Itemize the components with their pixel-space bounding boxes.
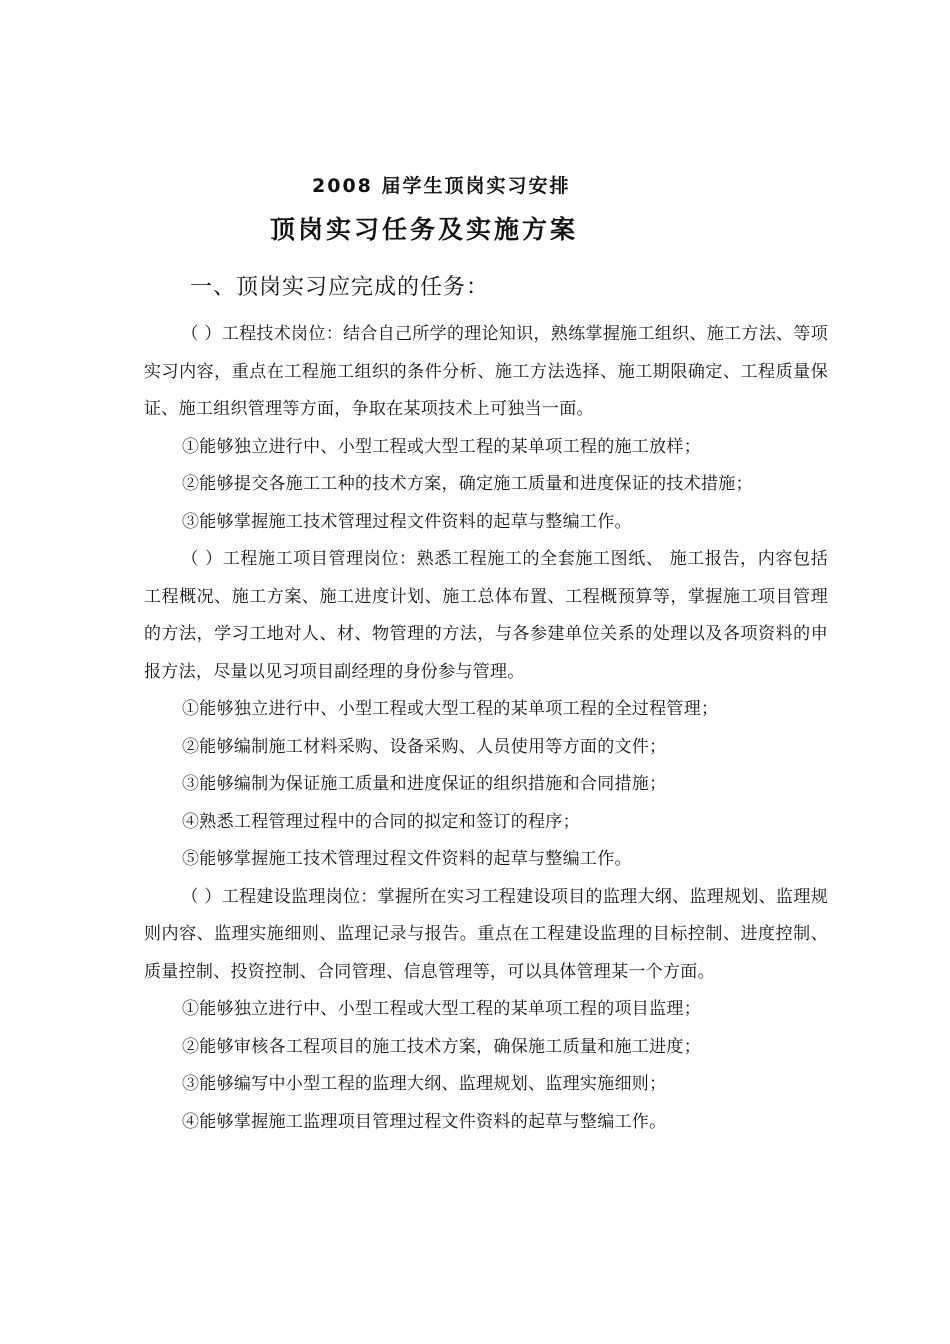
list-item: ③能够编制为保证施工质量和进度保证的组织措施和合同措施； — [182, 774, 667, 794]
paragraph-construction-supervision — [144, 879, 828, 992]
section-heading: 一、顶岗实习应完成的任务： — [190, 275, 490, 300]
list-item: ④熟悉工程管理过程中的合同的拟定和签订的程序； — [182, 811, 580, 832]
list-item: ⑤能够掌握施工技术管理过程文件资料的起草与整编工作。 — [182, 849, 632, 869]
paragraph-text: 工程技术岗位：结合自己所学的理论知识，熟练掌握施工组织、施工方法、等项实习内容，重点在工程施工组织的条件分析、施工方法选择、施工期限确定、工程质量保证、施工组织管理等方面，争取在某项技术上可独当一面。 — [144, 324, 828, 419]
list-item: ①能够独立进行中、小型工程或大型工程的某单项工程的施工放样； — [182, 436, 701, 457]
list-item: ②能够提交各施工工种的技术方案，确定施工质量和进度保证的技术措施； — [182, 474, 753, 494]
paragraph-text: 工程建设监理岗位：掌握所在实习工程建设项目的监理大纲、监理规划、监理规则内容、监理实施细则、监理记录与报告。重点在工程建设监理的目标控制、进度控制、质量控制、投资控制、合同管理、信息管理等，可以具体管理某一个方面。 — [144, 886, 828, 982]
paragraph-number: （ ） — [181, 324, 222, 344]
list-item: ②能够审核各工程项目的施工技术方案，确保施工质量和施工进度； — [182, 1036, 701, 1057]
body-text — [144, 316, 828, 1141]
document-title-line2: 顶岗实习任务及实施方案 — [270, 215, 579, 244]
list-item: ③能够掌握施工技术管理过程文件资料的起草与整编工作。 — [182, 511, 632, 532]
list-item: ①能够独立进行中、小型工程或大型工程的某单项工程的项目监理； — [182, 999, 701, 1019]
paragraph-engineering-technology — [144, 316, 828, 429]
document-title-line1: 2008 届学生顶岗实习安排 — [312, 175, 571, 197]
paragraph-text: 工程施工项目管理岗位：熟悉工程施工的全套施工图纸、 施工报告，内容包括工程概况、施工方案、施工进度计划、施工总体布置、工程概预算等，掌握施工项目管理的方法，学习工地对人、材、物管理的方法，与各参建单位关系的处理以及各项资料的申报方法，尽量以见习项目副经理的身份参与管理。 — [144, 549, 828, 682]
list-item: ③能够编写中小型工程的监理大纲、监理规划、监理实施细则； — [182, 1074, 667, 1094]
list-item: ④能够掌握施工监理项目管理过程文件资料的起草与整编工作。 — [182, 1111, 667, 1132]
paragraph-project-management — [144, 541, 828, 691]
paragraph-number: （ ） — [181, 886, 222, 907]
list-item: ①能够独立进行中、小型工程或大型工程的某单项工程的全过程管理； — [182, 699, 719, 719]
list-item: ②能够编制施工材料采购、设备采购、人员使用等方面的文件； — [182, 736, 667, 757]
paragraph-number: （ ） — [181, 549, 223, 569]
